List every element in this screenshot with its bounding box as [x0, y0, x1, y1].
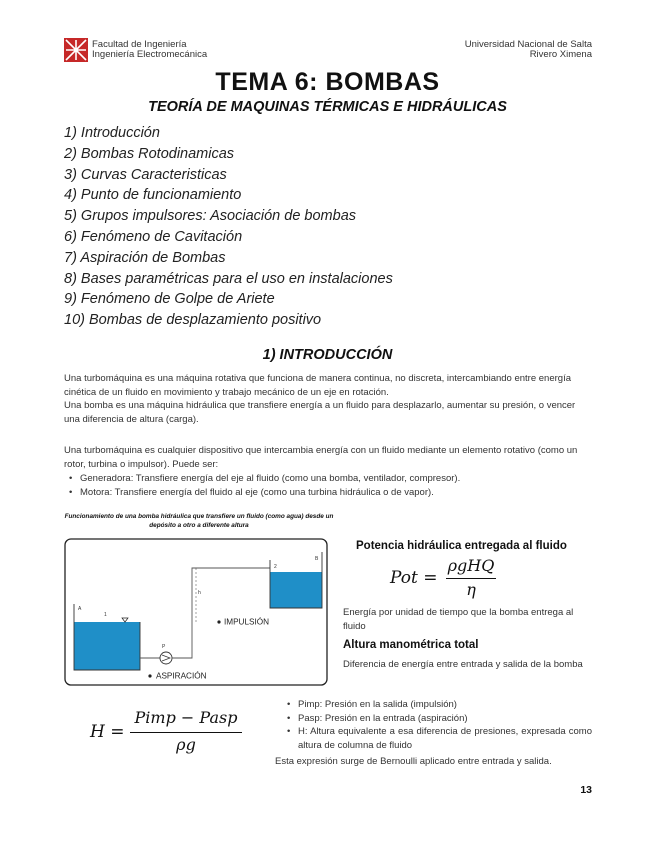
header-faculty-line1: Facultad de Ingeniería: [92, 39, 187, 50]
upper-tank-water: [270, 572, 322, 608]
label-aspiracion: ASPIRACIÓN: [156, 671, 207, 681]
header-university: [465, 40, 592, 60]
section-title: 1) INTRODUCCIÓN: [262, 347, 393, 363]
aspiracion-marker-icon: [148, 674, 151, 677]
fraction-bar: [130, 732, 242, 733]
pressure-definitions-list: [282, 698, 592, 752]
paragraph-turbomachine-types: Una turbomáquina es cualquier dispositivo que intercambia energía con un fluido mediante un elemento rotativo (como un rotor, turbina o impulsor). Puede ser:: [64, 445, 578, 470]
altura-formula-denominator: ρg: [176, 735, 196, 754]
list-item: • Generadora: Transfiere energía del eje al fluido (como una bomba, ventilador, compresor).: [64, 472, 592, 486]
toc-item: 4) Punto de funcionamiento: [64, 187, 242, 204]
table-of-contents: [64, 123, 393, 331]
label-p: P: [162, 644, 166, 650]
pump-system-diagram: [64, 538, 328, 686]
label-impulsion: IMPULSIÓN: [224, 617, 270, 627]
potencia-heading: Potencia hidráulica entregada al fluido: [356, 540, 567, 552]
altura-formula-lhs: H =: [90, 722, 125, 742]
bernoulli-note: Esta expresión surge de Bernoulli aplicado entre entrada y salida.: [275, 756, 552, 767]
altura-description: Diferencia de energía entre entrada y salida de la bomba: [343, 659, 583, 670]
altura-heading: Altura manométrica total: [343, 639, 479, 651]
toc-item: 1) Introducción: [64, 125, 160, 141]
header-faculty-line2: Ingeniería Electromecánica: [92, 49, 208, 60]
list-item: • H: Altura equivalente a esa diferencia de presiones, expresada como altura de columna de fluido: [282, 725, 592, 752]
toc-item: 5) Grupos impulsores: Asociación de bombas: [64, 208, 357, 225]
toc-item: 8) Bases paramétricas para el uso en instalaciones: [64, 270, 393, 287]
potencia-formula-denominator: η: [466, 580, 476, 599]
faculty-logo: [64, 38, 88, 62]
list-item: • Pimp: Presión en la salida (impulsión): [282, 698, 592, 712]
altura-formula: [90, 708, 260, 756]
page-title: TEMA 6: BOMBAS: [215, 68, 440, 96]
altura-formula-numerator: Pimp − Pasp: [134, 708, 238, 727]
toc-item: 10) Bombas de desplazamiento positivo: [64, 312, 322, 329]
potencia-formula: [390, 556, 510, 602]
label-b: B: [315, 556, 319, 562]
impulsion-marker-icon: [217, 620, 220, 623]
page-subtitle: TEORÍA DE MAQUINAS TÉRMICAS E HIDRÁULICAS: [148, 99, 507, 115]
paragraph-turbomachine: Una turbomáquina es una máquina rotativa que funciona de manera continua, no discreta, intercambiando entre energía cinética de un fluido en movimiento y trabajo mecánico de un eje en rotación.: [64, 373, 571, 398]
label-h: h: [198, 590, 201, 596]
potencia-formula-lhs: Pot =: [390, 568, 438, 588]
toc-item: 3) Curvas Caracteristicas: [64, 166, 227, 183]
label-a: A: [78, 606, 82, 612]
toc-item: 2) Bombas Rotodinamicas: [64, 145, 235, 162]
toc-item: 7) Aspiración de Bombas: [64, 249, 226, 266]
lower-tank-water: [74, 622, 140, 670]
figure-caption: Funcionamiento de una bomba hidráulica que transfiere un fluido (como agua) desde un depósito a otro a diferente altura: [64, 513, 334, 529]
toc-item: 9) Fenómeno de Golpe de Ariete: [64, 291, 275, 308]
list-item: • Pasp: Presión en la entrada (aspiración): [282, 712, 592, 726]
label-1: 1: [104, 612, 107, 618]
label-2: 2: [274, 564, 277, 570]
potencia-formula-numerator: ρgHQ: [447, 556, 495, 575]
header-faculty: [92, 40, 207, 60]
header-author: Rivero Ximena: [529, 49, 592, 60]
fraction-bar: [446, 578, 496, 579]
potencia-description: Energía por unidad de tiempo que la bomba entrega al fluido: [343, 607, 574, 632]
turbomachine-type-list: [64, 472, 592, 499]
paragraph-pump: Una bomba es una máquina hidráulica que transfiere energía a un fluido para desplazarlo, aumentar su presión, o vencer una diferencia de altura (carga).: [64, 400, 576, 425]
list-item: • Motora: Transfiere energía del fluido al eje (como una turbina hidráulica o de vapor).: [64, 486, 592, 500]
header-university-line1: Universidad Nacional de Salta: [464, 39, 592, 50]
toc-item: 6) Fenómeno de Cavitación: [64, 228, 243, 245]
page-number: 13: [580, 784, 592, 796]
